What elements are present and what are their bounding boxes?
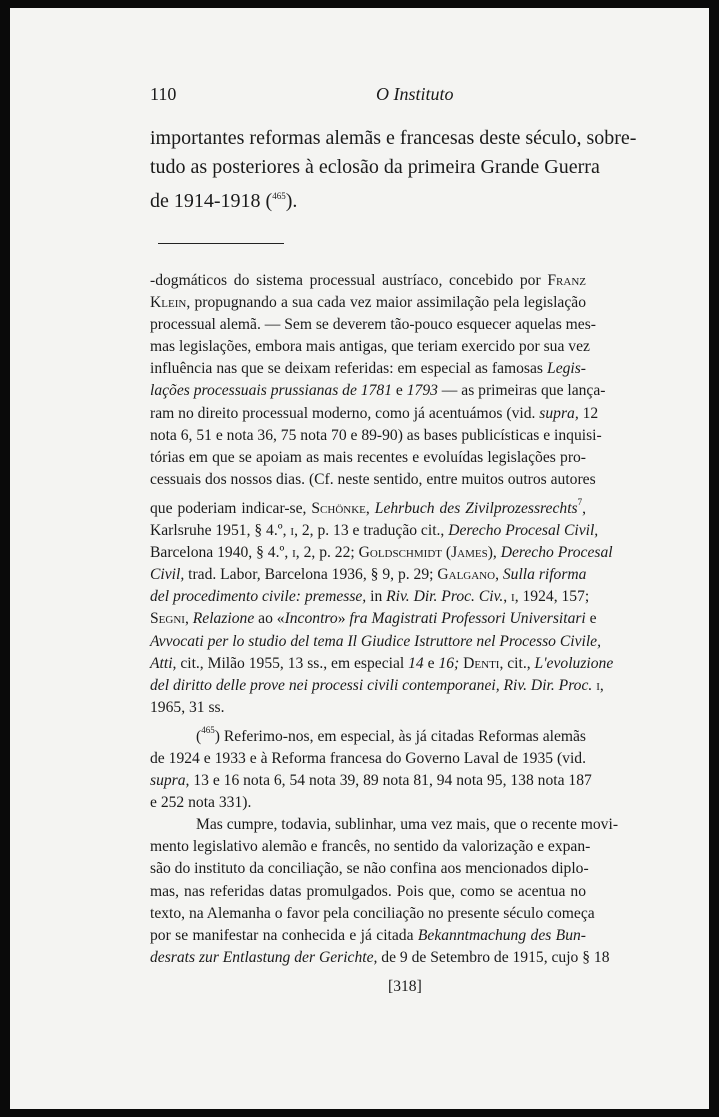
text: ), — [487, 544, 501, 562]
italic-text: Bekanntmachung des Bun- — [417, 926, 586, 944]
roman-numeral: i — [592, 676, 600, 694]
footnote-line — [150, 719, 586, 748]
running-title: O Instituto — [376, 84, 454, 104]
text: cit., Milão 1955, 13 ss., em especial — [176, 654, 409, 672]
italic-text: lações processuais prussianas de 1781 — [150, 382, 392, 400]
footnote-reference: 465 — [272, 191, 286, 201]
text: Karlsruhe 1951, § 4.º, — [150, 522, 291, 540]
footnote-separator — [158, 243, 284, 244]
footnote-line: mas legislações, embora mais antigas, que teriam exercido por sua vez — [150, 338, 590, 356]
italic-text: desrats zur Entlastung der Gerichte, — [150, 948, 378, 966]
footnote-line — [150, 586, 590, 608]
footnote-line: cessuais dos nossos dias. (Cf. neste sentido, entre muitos outros autores — [150, 470, 596, 488]
italic-text: 1793 — [406, 382, 438, 400]
main-line: importantes reformas alemãs e francesas deste século, sobre- — [150, 127, 637, 149]
footnote-line: Mas cumpre, todavia, sublinhar, uma vez mais, que o recente movi- — [196, 816, 619, 834]
text: por se manifestar na conhecida e já citada — [150, 926, 418, 944]
author-name: Schönke — [311, 499, 366, 517]
text: que poderiam indicar-se, — [150, 499, 312, 517]
text: ( — [441, 544, 452, 562]
text: influência nas que se deixam referidas: em especial as famosas — [150, 360, 548, 378]
text: -dogmáticos do sistema processual austríaco, concebido por — [150, 272, 548, 289]
text: , cit., — [499, 654, 535, 672]
footnote-line — [150, 608, 597, 630]
italic-text: supra, — [539, 404, 579, 422]
main-line-text: ). — [285, 190, 298, 212]
text: in — [366, 588, 387, 606]
italic-text: 16; — [438, 654, 460, 672]
footnote-marker: ( — [196, 727, 202, 745]
text: — as primeiras que lança- — [437, 382, 606, 400]
main-line: tudo as posteriores à eclosão da primeira Grande Guerra — [150, 156, 600, 178]
footnote-line — [150, 520, 599, 542]
text: e — [585, 610, 597, 628]
text: de 9 de Setembro de 1915, cujo § 18 — [377, 948, 610, 966]
footnote-line: mento legislativo alemão e francês, no sentido da valorização e expan- — [150, 838, 591, 856]
author-name: Goldschmidt — [358, 544, 442, 562]
text: ao « — [254, 610, 285, 628]
italic-text: Atti, — [150, 654, 177, 672]
roman-numeral: i — [292, 544, 296, 562]
italic-text: Sulla riforma — [502, 566, 587, 584]
footnote-line: são do instituto da conciliação, se não confina aos mencionados diplo- — [150, 860, 589, 878]
text: , — [503, 588, 512, 606]
italic-text: Incontro — [284, 610, 338, 628]
footnote-line — [150, 925, 586, 947]
italic-text: Relazione — [192, 610, 255, 628]
italic-text: del procedimento civile: premesse, — [150, 588, 367, 606]
author-name: Klein — [150, 294, 187, 312]
author-name: James — [451, 544, 488, 562]
italic-text: Derecho Procesal — [500, 544, 613, 562]
footnote-line — [150, 270, 586, 292]
main-line-text: de 1914-1918 ( — [150, 190, 273, 212]
italic-text: L'evoluzione — [534, 654, 614, 672]
italic-text: supra, — [150, 772, 190, 790]
italic-text: Civil, — [150, 566, 185, 584]
text: 13 e 16 nota 6, 54 nota 39, 89 nota 81, 94 nota 95, 138 nota 187 — [189, 772, 592, 790]
author-name: Segni — [150, 610, 185, 628]
footnote-line — [150, 380, 606, 402]
footnote-line — [150, 631, 601, 653]
footnote-line — [150, 491, 586, 520]
footnote-line: nota 6, 51 e nota 36, 75 nota 70 e 89-90) as bases publicísticas e inquisi- — [150, 426, 602, 444]
roman-numeral: i — [511, 588, 515, 606]
roman-numeral: i — [290, 522, 295, 540]
footnote-line — [150, 403, 599, 425]
footnote-line — [150, 542, 613, 564]
text: , — [495, 566, 503, 584]
text: ram no direito processual moderno, como já acentuámos (vid. — [150, 404, 540, 422]
text: , 2, p. 13 e tradução cit., — [294, 522, 449, 540]
footnote-marker: ) — [214, 727, 220, 745]
text: trad. Labor, Barcelona 1936, § 9, p. 29; — [184, 566, 438, 584]
italic-text: Riv. Dir. Proc. Civ. — [386, 588, 504, 606]
italic-text: del diritto delle prove nei processi civili contemporanei, Riv. Dir. Proc. — [150, 676, 593, 694]
footnote-line: de 1924 e 1933 e à Reforma francesa do Governo Laval de 1935 (vid. — [150, 749, 586, 767]
text: Barcelona 1940, § 4.º, — [150, 544, 293, 562]
text: , — [184, 610, 193, 628]
folio-number: [318] — [388, 978, 422, 995]
italic-text: Derecho Procesal Civil, — [448, 522, 599, 540]
footnote-line — [150, 947, 610, 969]
footnote-line: 1965, 31 ss. — [150, 698, 225, 716]
book-page — [10, 8, 709, 1109]
main-line — [150, 182, 586, 216]
footnote-line — [150, 675, 604, 697]
italic-text: Lehrbuch des Zivilprozessrechts — [374, 499, 578, 517]
italic-text: Avvocati per lo studio del tema Il Giudice Istruttore nel Processo Civile, — [150, 632, 601, 650]
text: , — [582, 499, 586, 517]
footnote-line: texto, na Alemanha o favor pela conciliação no presente século começa — [150, 904, 595, 922]
text: » — [337, 610, 350, 628]
footnote-marker: 465 — [201, 724, 215, 735]
italic-text: fra Magistrati Professori Universitari — [349, 610, 586, 628]
italic-text: 14 — [408, 654, 424, 672]
text: , 2, p. 22; — [295, 544, 359, 562]
footnotes — [150, 270, 619, 969]
superscript: 7 — [577, 496, 583, 507]
footnote-line — [150, 292, 586, 314]
author-name: Galgano — [437, 566, 496, 584]
footnote-line — [150, 358, 586, 380]
running-header — [150, 84, 586, 112]
footnote-line — [150, 564, 586, 586]
text: , 1924, 157; — [514, 588, 590, 606]
footnote-line: processual alemã. — Sem se deverem tão-pouco esquecer aquelas mes- — [150, 316, 596, 334]
footnote-line — [150, 653, 614, 675]
text: , — [599, 676, 604, 694]
text: 12 — [578, 404, 599, 422]
text: , — [365, 499, 375, 517]
footnote-line: tórias em que se apoiam as mais recentes e evoluídas legislações pro- — [150, 448, 586, 466]
footnote-line: mas, nas referidas datas promulgados. Pois que, como se acentua no — [150, 882, 586, 900]
text: , propugnando a sua cada vez maior assimilação pela legislação — [186, 294, 586, 312]
author-name: Franz — [547, 272, 586, 289]
main-text — [150, 124, 637, 216]
footnote-line: e 252 nota 331). — [150, 794, 252, 812]
text: e — [392, 382, 407, 400]
author-name: Denti — [463, 654, 500, 672]
italic-text: Legis- — [547, 360, 586, 378]
text: e — [423, 654, 439, 672]
footnote-line — [150, 770, 592, 792]
page-number: 110 — [150, 84, 177, 104]
text: Referimo-nos, em especial, às já citadas Reformas alemãs — [219, 727, 586, 745]
